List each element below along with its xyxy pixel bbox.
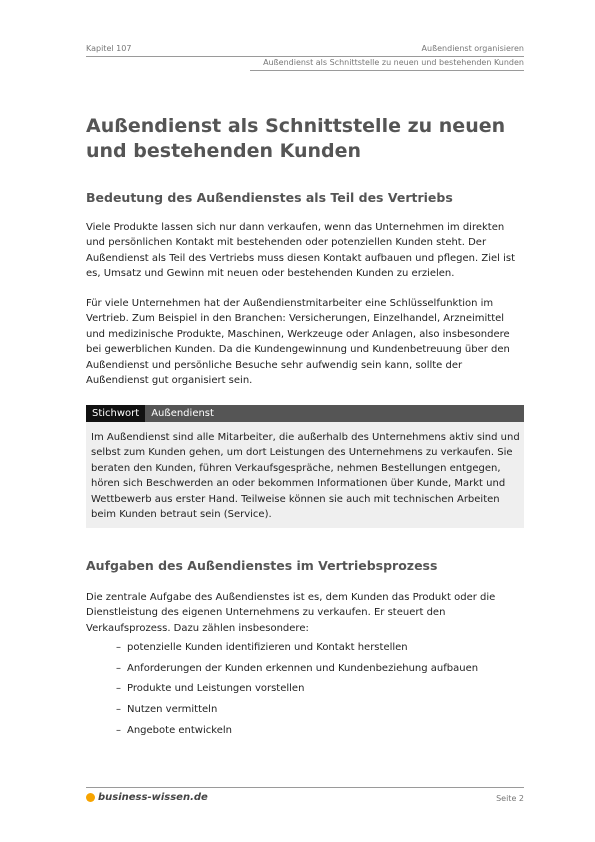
footer-divider <box>86 787 524 788</box>
header-divider <box>86 56 524 57</box>
bullet-dash: – <box>116 704 121 716</box>
bullet-dash: – <box>116 724 121 736</box>
list-item: – Angebote entwickeln <box>116 724 232 736</box>
list-item: – Produkte und Leistungen vorstellen <box>116 683 305 695</box>
chapter-label: Kapitel 107 <box>86 44 132 53</box>
logo-dot-icon <box>86 793 95 802</box>
page-title: Außendienst als Schnittstelle zu neuen und bestehenden Kunden <box>86 115 506 162</box>
keyword-tag: Stichwort <box>86 405 145 422</box>
bullet-dash: – <box>116 642 121 653</box>
keyword-definition: Im Außendienst sind alle Mitarbeiter, die außerhalb des Unternehmens aktiv sind und selbst zum Kunden gehen, um dort Leistungen des Unternehmens zu verkaufen. Sie beraten den Kunden, führen Verkaufsgespräche, nehmen Bestellungen entgegen, hören sich Beschwerden an oder bekommen Informationen über Kunde, Markt und Wettbewerb aus erster Hand. Teilweise können sie auch mit technischen Arbeiten beim Kunden betraut sein (Service). <box>91 432 520 521</box>
page-number: Seite 2 <box>496 794 524 803</box>
list-item: – Anforderungen der Kunden erkennen und Kundenbeziehung aufbauen <box>116 662 479 674</box>
section-heading-importance: Bedeutung des Außendienstes als Teil des Vertriebs <box>86 190 453 205</box>
keyword-box-header <box>86 405 524 422</box>
list-item: – potenzielle Kunden identifizieren und Kontakt herstellen <box>116 642 408 653</box>
task-list <box>86 640 526 743</box>
brand-logo[interactable] <box>86 792 208 803</box>
logo-text: business-wissen.de <box>98 792 208 803</box>
bullet-dash: – <box>116 683 121 695</box>
keyword-term: Außendienst <box>151 408 214 419</box>
bullet-dash: – <box>116 662 121 674</box>
keyword-box-body <box>86 422 524 528</box>
paragraph-intro: Viele Produkte lassen sich nur dann verkaufen, wenn das Unternehmen im direkten und persönlichen Kontakt mit bestehenden oder potenziellen Kunden steht. Der Außendienst als Teil des Vertriebs muss diesen Kontakt aufbauen und pflegen. Ziel ist es, Umsatz und Gewinn mit neuen oder bestehenden Kunden zu erzielen. <box>86 222 516 280</box>
subheader-divider <box>250 70 524 71</box>
section-label: Außendienst organisieren <box>421 44 524 53</box>
paragraph-tasks-intro: Die zentrale Aufgabe des Außendienstes ist es, dem Kunden das Produkt oder die Dienstleistung des eigenen Unternehmens zu verkaufen. Er steuert den Verkaufsprozess. Dazu zählen insbesondere: <box>86 592 496 634</box>
subsection-label: Außendienst als Schnittstelle zu neuen und bestehenden Kunden <box>263 58 524 67</box>
section-heading-tasks: Aufgaben des Außendienstes im Vertriebsprozess <box>86 558 438 573</box>
list-item: – Nutzen vermitteln <box>116 704 218 716</box>
paragraph-key-function: Für viele Unternehmen hat der Außendienstmitarbeiter eine Schlüsselfunktion im Vertrieb. Zum Beispiel in den Branchen: Versicherungen, Einzelhandel, Arzneimittel und medizinische Produkte, Maschinen, Werkzeuge oder Anlagen, also insbesondere bei gewerblichen Kunden. Da die Kundengewinnung und Kundenbetreuung über den Außendienst und persönliche Besuche sehr aufwendig sein kann, sollte der Außendienst gut organisiert sein. <box>86 298 510 387</box>
